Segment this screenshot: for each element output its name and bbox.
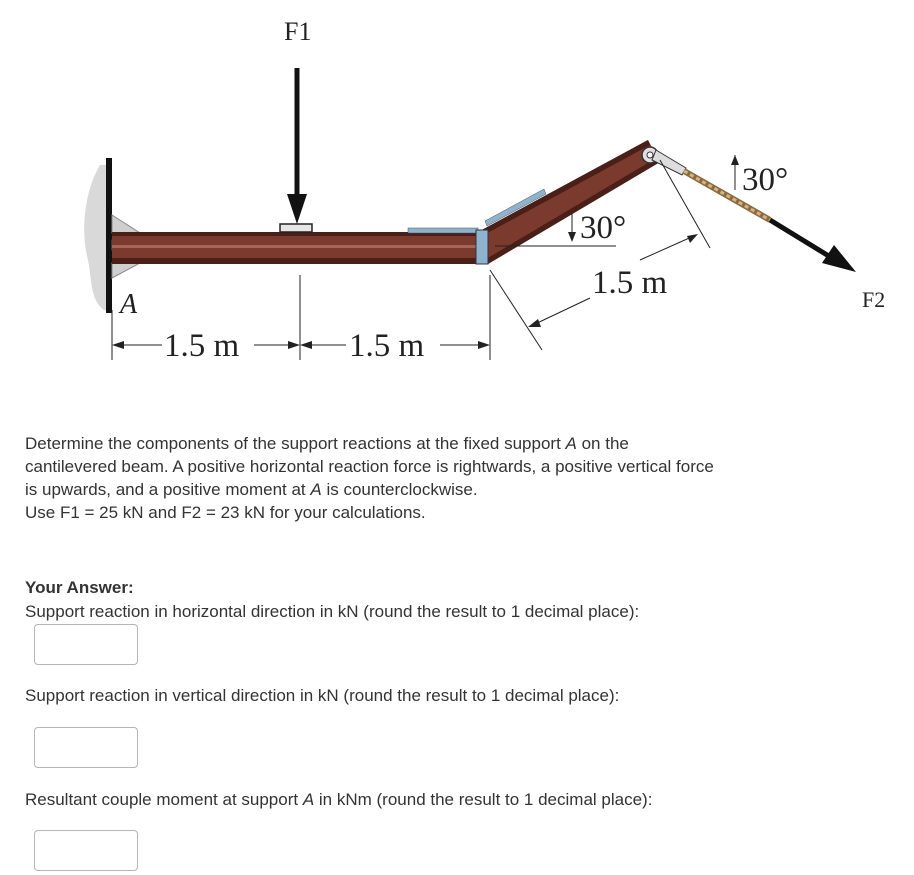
angle-1-label: 30°: [580, 210, 627, 246]
problem-statement: [25, 432, 725, 524]
force-f2-label: F2: [862, 287, 886, 312]
support-a-label: A: [120, 289, 138, 320]
force-f1-label: F1: [284, 17, 312, 46]
vertical-reaction-input[interactable]: [34, 727, 138, 768]
inclined-beam: [476, 140, 660, 264]
horizontal-beam: [112, 224, 482, 264]
vertical-reaction-prompt: Support reaction in vertical direction in kN (round the result to 1 decimal place):: [25, 686, 620, 705]
dimension-3-label: 1.5 m: [592, 265, 668, 301]
dimension-1-label: 1.5 m: [164, 328, 240, 364]
angle-2-label: 30°: [742, 162, 789, 198]
force-f1-arrow: [287, 68, 307, 224]
couple-moment-input[interactable]: [34, 830, 138, 871]
force-f2-arrow: [770, 220, 856, 272]
problem-text: Determine the components of the support reactions at the fixed support A on the cantilevered beam. A positive horizontal reaction force is rightwards, a positive vertical force is upwards, and a positive moment at A is counterclockwise.: [25, 434, 714, 499]
dimension-2-label: 1.5 m: [349, 328, 425, 364]
couple-moment-prompt: Resultant couple moment at support A in kNm (round the result to 1 decimal place):: [25, 790, 653, 809]
horizontal-reaction-input[interactable]: [34, 624, 138, 665]
horizontal-reaction-prompt: Support reaction in horizontal direction in kN (round the result to 1 decimal place):: [25, 602, 640, 621]
beam-diagram: [0, 0, 914, 400]
problem-values: Use F1 = 25 kN and F2 = 23 kN for your calculations.: [25, 503, 426, 522]
answer-heading: Your Answer:: [25, 578, 134, 597]
